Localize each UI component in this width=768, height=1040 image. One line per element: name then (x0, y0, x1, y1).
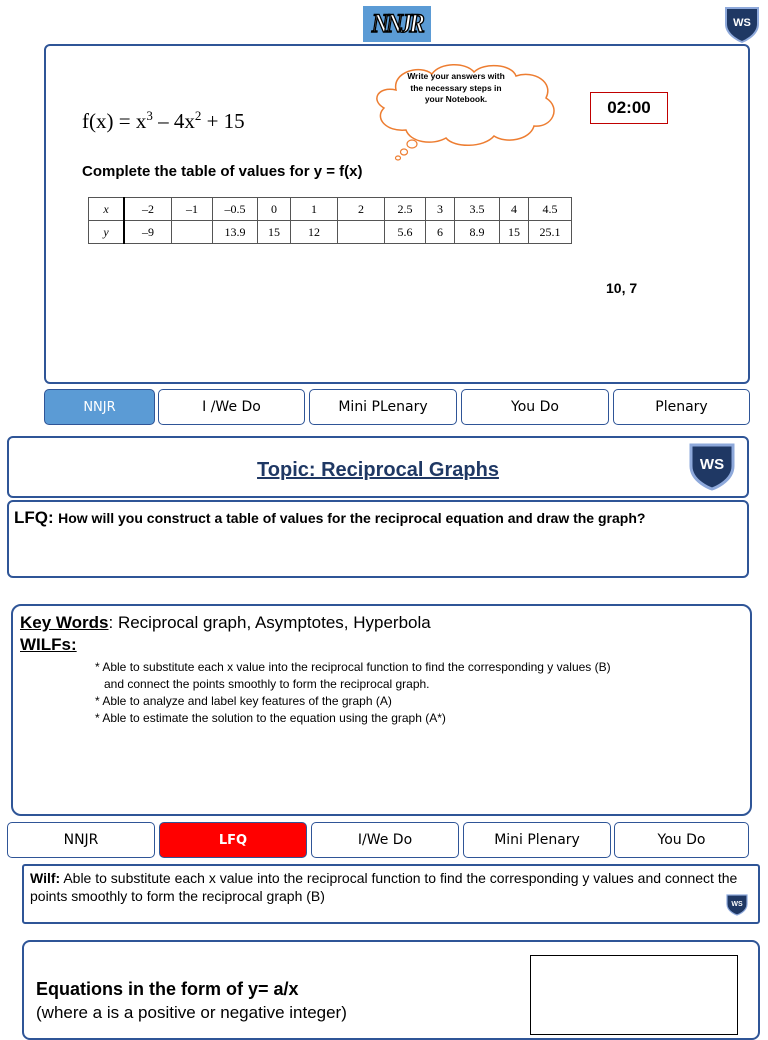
tab-nnjr[interactable]: NNJR (7, 822, 155, 858)
wilf-item: * Able to substitute each x value into the reciprocal function to find the corresponding y values (B) (95, 660, 611, 674)
equations-subheading: (where a is a positive or negative integer) (36, 1003, 347, 1022)
tab-i-we-do[interactable]: I /We Do (158, 389, 305, 425)
ws-shield-icon (724, 6, 760, 44)
lfq-label: LFQ: (14, 508, 54, 527)
answer-note: 10, 7 (606, 280, 638, 296)
table-cell: 12 (291, 221, 338, 244)
lfq-text: How will you construct a table of values for the reciprocal equation and draw the graph? (58, 510, 646, 526)
table-cell (172, 221, 213, 244)
svg-text:WS: WS (731, 901, 743, 908)
table-cell: 3 (426, 198, 455, 221)
table-cell: –0.5 (213, 198, 258, 221)
svg-text:WS: WS (699, 456, 725, 473)
function-equation: $f(x) = x^3 - 4x^2 + 15$ (82, 108, 245, 133)
table-cell: 8.9 (455, 221, 500, 244)
table-cell: 2 (338, 198, 385, 221)
tab-lfq[interactable]: LFQ (159, 822, 307, 858)
tab-you-do[interactable]: You Do (461, 389, 609, 425)
keywords-line (20, 613, 431, 633)
table-row-x (89, 198, 572, 221)
tab-nnjr[interactable]: NNJR (44, 389, 155, 425)
wilf-item: * Able to estimate the solution to the equation using the graph (A*) (95, 711, 446, 725)
wilfs-label: WILFs: (20, 635, 77, 654)
x-header: x (89, 198, 125, 221)
table-cell: 15 (500, 221, 529, 244)
equations-heading: Equations in the form of y= a/x (36, 979, 299, 999)
values-table (88, 197, 572, 244)
table-cell: 4 (500, 198, 529, 221)
table-cell: 15 (258, 221, 291, 244)
cloud-note: Write your answers with the necessary steps in your Notebook. (407, 71, 505, 104)
table-cell: 13.9 (213, 221, 258, 244)
nnjr-logo-text: NNJR (371, 9, 423, 38)
ws-shield-icon (688, 442, 736, 492)
slide1-tab-bar (44, 389, 750, 427)
tab-i-we-do[interactable]: I/We Do (311, 822, 459, 858)
svg-text:WS: WS (733, 17, 751, 29)
wilf-text: Able to substitute each x value into the reciprocal function to find the corresponding y values and connect the points smoothly to form the reciprocal graph (B) (30, 870, 738, 904)
table-cell: 6 (426, 221, 455, 244)
table-cell (338, 221, 385, 244)
wilf-item: and connect the points smoothly to form the reciprocal graph. (104, 677, 430, 691)
slide2-tab-bar (7, 822, 749, 860)
table-row-y (89, 221, 572, 244)
wilf-label: Wilf: (30, 870, 61, 886)
table-cell: 3.5 (455, 198, 500, 221)
table-cell: –2 (124, 198, 172, 221)
keywords-text: : Reciprocal graph, Asymptotes, Hyperbola (108, 613, 431, 632)
tab-mini-plenary[interactable]: Mini Plenary (463, 822, 611, 858)
table-cell: 0 (258, 198, 291, 221)
wilf-item: * Able to analyze and label key features of the graph (A) (95, 694, 392, 708)
countdown-timer: 02:00 (590, 92, 668, 124)
table-cell: 4.5 (529, 198, 572, 221)
wilf-statement (30, 869, 752, 905)
table-cell: 2.5 (385, 198, 426, 221)
keywords-label: Key Words (20, 613, 109, 632)
table-cell: –9 (124, 221, 172, 244)
tab-plenary[interactable]: Plenary (613, 389, 750, 425)
table-cell: 5.6 (385, 221, 426, 244)
blank-graph-box (530, 955, 738, 1035)
y-header: y (89, 221, 125, 244)
tab-mini-plenary[interactable]: Mini PLenary (309, 389, 457, 425)
nnjr-logo (363, 6, 431, 42)
table-cell: –1 (172, 198, 213, 221)
table-instruction: Complete the table of values for y = f(x) (82, 163, 363, 180)
topic-title: Topic: Reciprocal Graphs (257, 459, 499, 481)
tab-you-do[interactable]: You Do (614, 822, 749, 858)
lfq-question (14, 508, 744, 528)
wilfs-list (95, 659, 611, 727)
ws-shield-icon (726, 894, 748, 916)
table-cell: 25.1 (529, 221, 572, 244)
table-cell: 1 (291, 198, 338, 221)
